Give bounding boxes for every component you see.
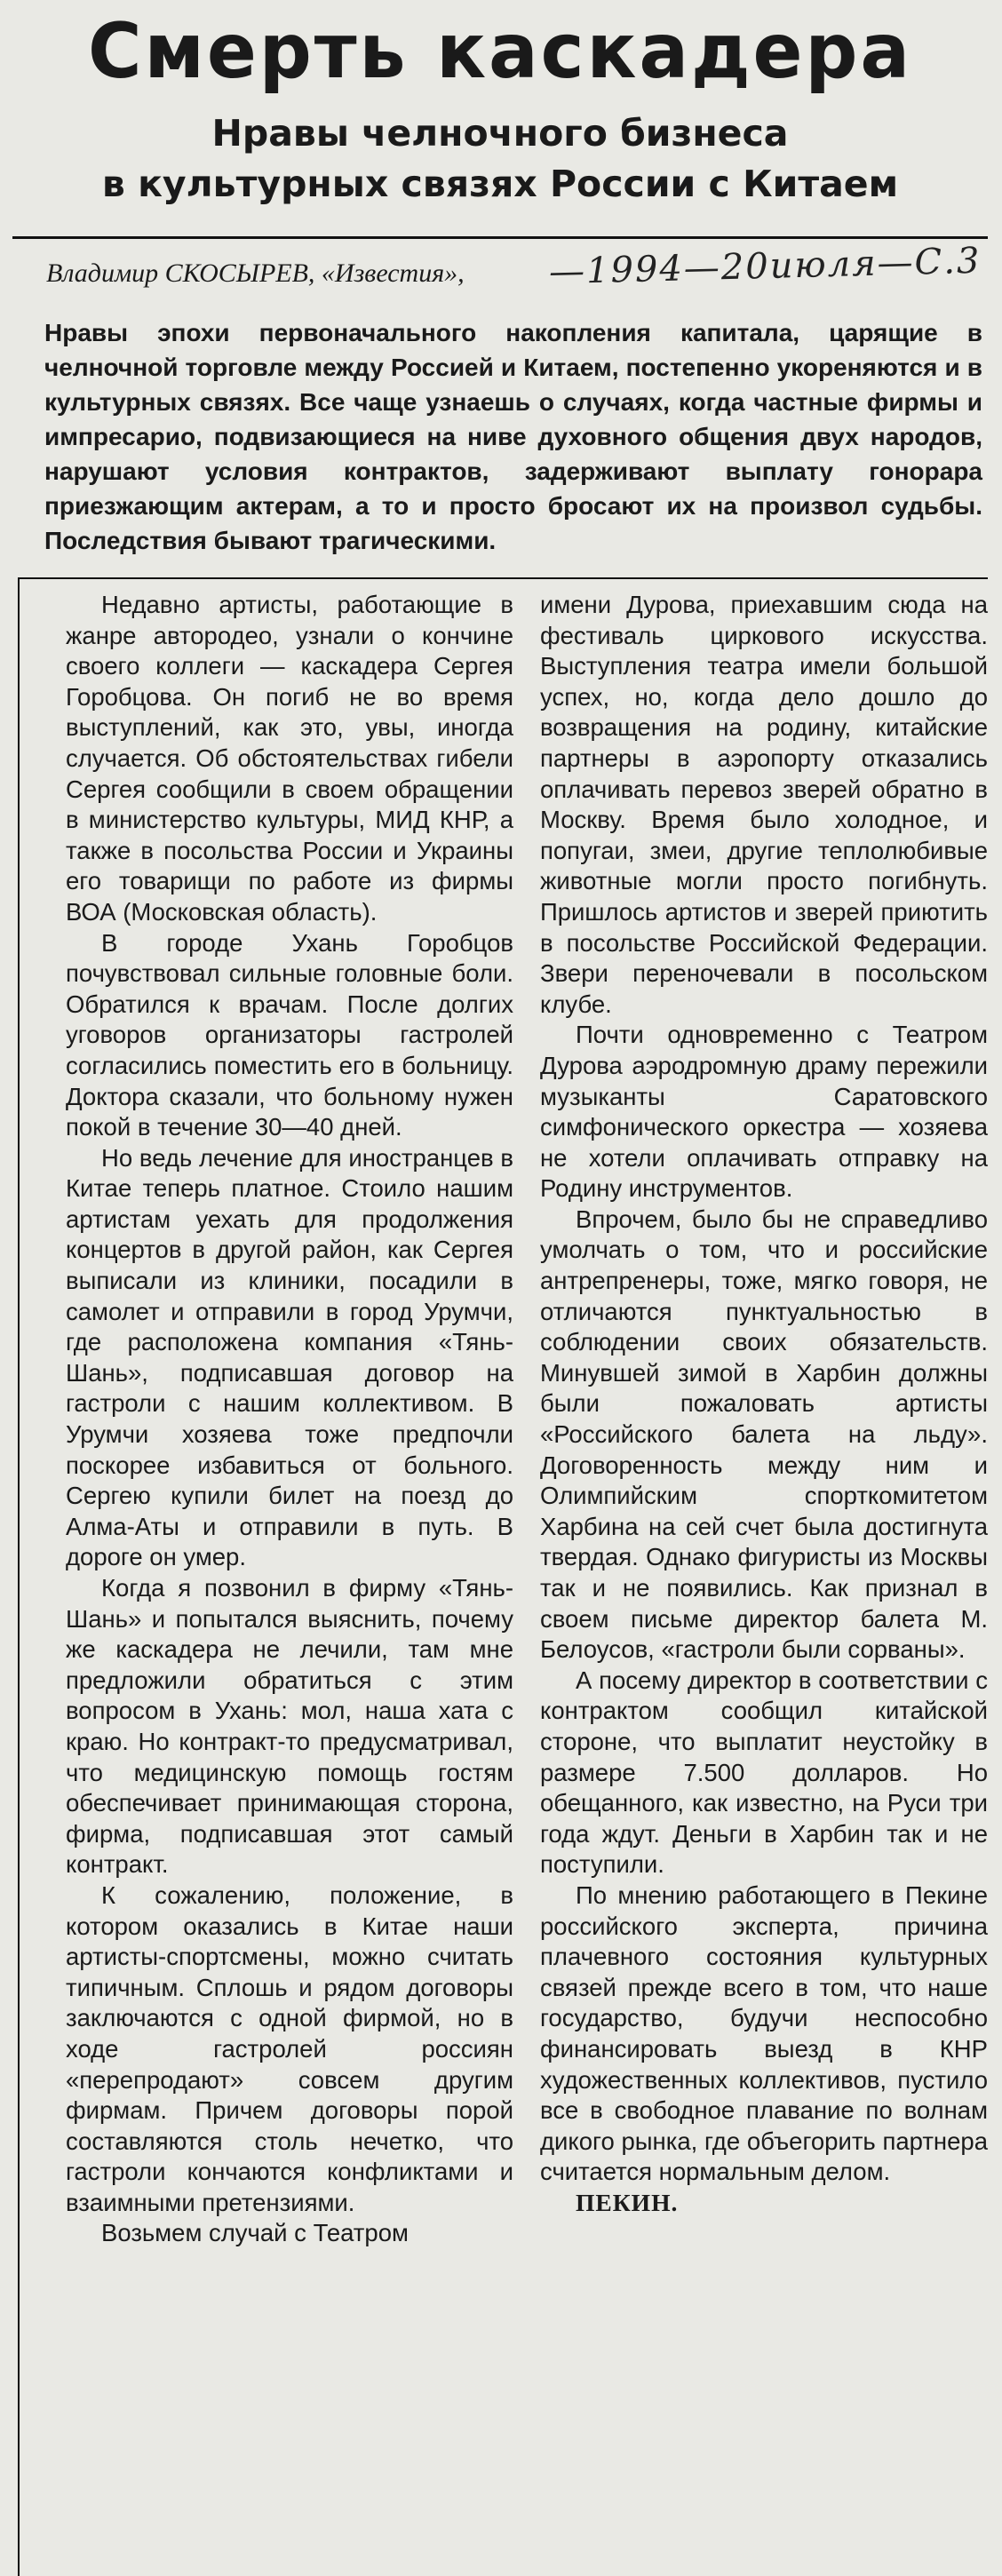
paragraph: А посему директор в соответствии с контрактом сообщил китайской стороне, что выплатит неустойку в размере 7.500 долларов. Но обещанного, как известно, на Руси три года ждут. Деньги в Харбин так и не поступили. [540,1666,988,1879]
paragraph: Возьмем случай с Театром [101,2219,409,2247]
lead-paragraph: Нравы эпохи первоначального накопления капитала, царящие в челночной торговле между Россией и Китаем, постепенно укореняются и в культурных связях. Все чаще узнаешь о случаях, когда частные фирмы и импресарио, подвизающиеся на ниве духовного общения двух народов, нарушают условия контрактов, задерживают выплату гонорара приезжающим актерам, а то и просто бросают их на произвол судьбы. Последствия бывают трагическими. [44,319,982,554]
subheadline [12,108,988,210]
subheadline-line-2: в культурных связях России с Китаем [101,163,899,205]
body-top-rule [18,577,988,579]
paragraph: В городе Ухань Горобцов почувствовал сильные головные боли. Обратился к врачам. После долгих уговоров организаторы гастролей согласились поместить его в больницу. Доктора сказали, что больному нужен покой в течение 30—40 дней. [66,928,513,1141]
subheadline-line-1: Нравы челночного бизнеса [211,112,789,155]
column-left [66,590,513,2249]
handwritten-note: —1994—20июля—С.3 [548,240,982,293]
top-rule [12,236,988,239]
paragraph: Почти одновременно с Театром Дурова аэродромную драму пережили музыканты Саратовского симфонического оркестра — хозяева не хотели оплачивать отправку на Родину инструментов. [540,1021,988,1203]
article-body [12,577,988,2249]
paragraph: имени Дурова, приехавшим сюда на фестиваль циркового искусства. Выступления театра имели большой успех, но, когда дело дошло до возвращения на родину, китайские партнеры в аэропорту отказались оплачивать перевоз зверей обратно в Москву. Время было холодное, и попугаи, змеи, другие теплолюбивые животные могли просто погибнуть. Пришлось артистов и зверей приютить в посольстве Российской Федерации. Звери переночевали в посольском клубе. [540,591,988,1018]
paragraph: По мнению работающего в Пекине российского эксперта, причина плачевного состояния культурных связей прежде всего в том, что наше государство, будучи неспособно финансировать выезд в КНР художественных коллективов, пустило все в свободное плавание по волнам дикого рынка, где объегорить партнера считается нормальным делом. [540,1880,988,2186]
byline: Владимир СКОСЫРЕВ, «Известия», [46,258,465,288]
column-right [540,590,988,2249]
paragraph: Когда я позвонил в фирму «Тянь-Шань» и попытался выяснить, почему же каскадера не лечили, там мне предложили обратиться с этим вопросом в Ухань: мол, наша хата с краю. Но контракт-то предусматривал, что медицинскую помощь гостям обеспечивает принимающая сторона, фирма, подписавшая этот самый контракт. [66,1574,513,1879]
byline-row [12,240,988,303]
headline: Смерть каскадера [88,7,912,96]
paragraph: Впрочем, было бы не справедливо умолчать о том, что и российские антрепренеры, тоже, мягко говоря, не отличаются пунктуальностью в соблюдении своих обязательств. Минувшей зимой в Харбин должны были пожаловать артисты «Российского балета на льду». Договоренность между ним и Олимпийским спорткомитетом Харбина на сей счет была достигнута твердая. Однако фигуристы из Москвы так и не появились. Как признал в своем письме директор балета М. Белоусов, «гастроли были сорваны». [540,1205,988,1664]
signoff: ПЕКИН. [576,2188,679,2216]
paragraph: Но ведь лечение для иностранцев в Китае теперь платное. Стоило нашим артистам уехать для продолжения концертов в другой район, как Сергея выписали из клиники, посадили в самолет и отправили в город Урумчи, где расположена компания «Тянь-Шань», подписавшая договор на гастроли с нашим коллективом. В Урумчи хозяева тоже предпочли поскорее избавиться от больного. Сергею купили билет на поезд до Алма-Аты и отправили в путь. В дороге он умер. [66,1143,513,1571]
paragraph: Недавно артисты, работающие в жанре автородео, узнали о кончине своего коллеги — каскадера Сергея Горобцова. Он погиб не во время выступлений, как это, увы, иногда случается. Об обстоятельствах гибели Сергея сообщили в своем обращении в министерство культуры, МИД КНР, а также в посольства России и Украины его товарищи по работе из фирмы ВОА (Московская область). [66,591,513,926]
body-left-rule [18,577,20,2576]
paragraph: К сожалению, положение, в котором оказались в Китае наши артисты-спортсмены, можно считать типичным. Сплошь и рядом договоры заключаются с одной фирмой, но в ходе гастролей россиян «перепродают» совсем другим фирмам. Причем договоры порой составляются столь нечетко, что гастроли кончаются конфликтами и взаимными претензиями. [66,1880,513,2216]
body-columns [12,590,988,2249]
